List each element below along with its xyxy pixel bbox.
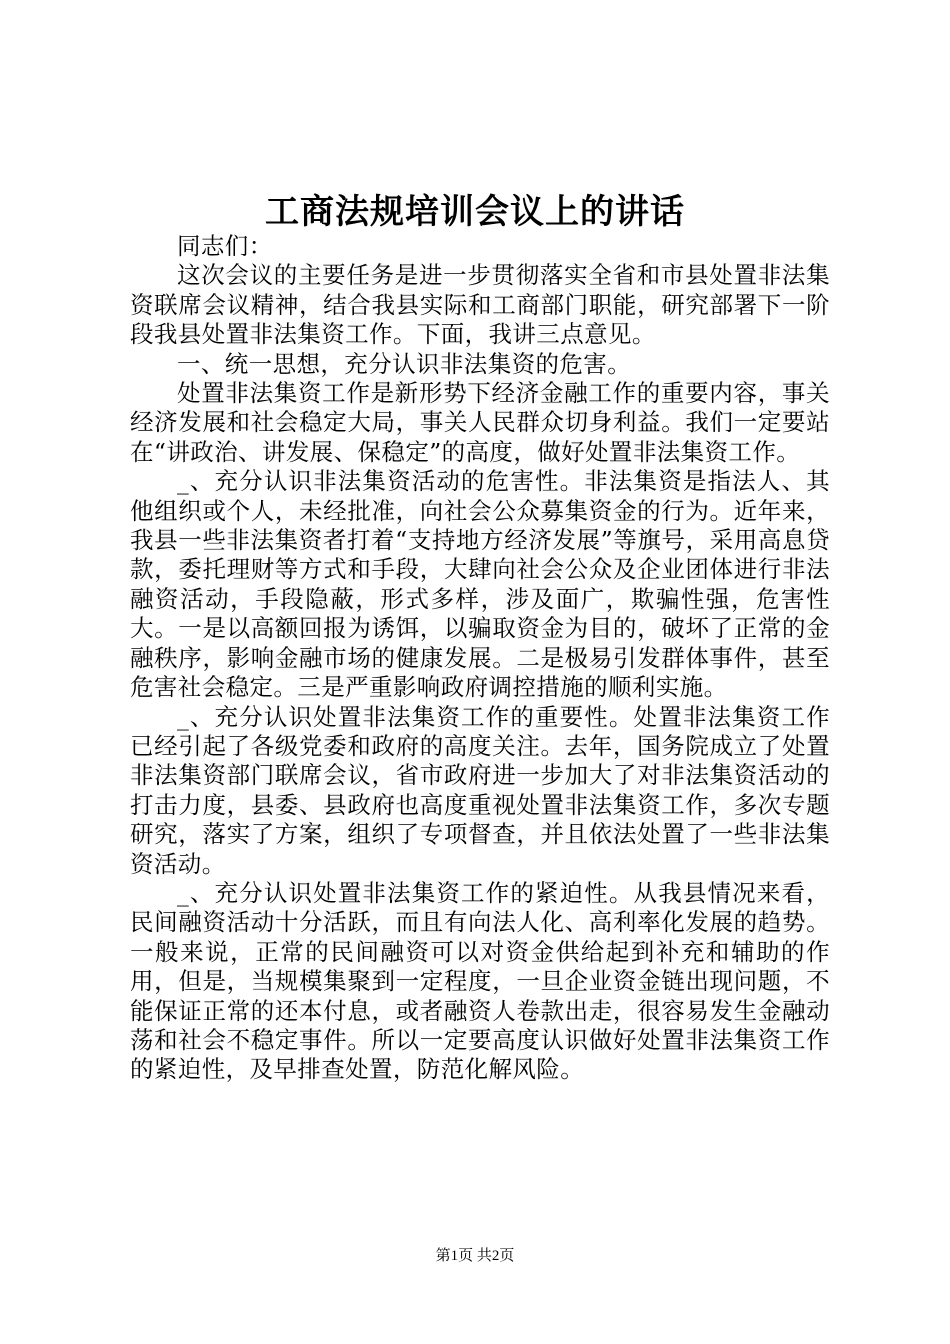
paragraph: 这次会议的主要任务是进一步贯彻落实全省和市县处置非法集资联席会议精神，结合我县实际和工商部门职能，研究部署下一阶段我县处置非法集资工作。下面，我讲三点意见。 <box>130 261 830 349</box>
document-body <box>130 232 830 1085</box>
salutation: 同志们： <box>177 232 273 260</box>
section-heading: 一、统一思想，充分认识非法集资的危害。 <box>177 349 632 378</box>
paragraph: 处置非法集资工作是新形势下经济金融工作的重要内容，事关经济发展和社会稳定大局，事关人民群众切身利益。我们一定要站在“讲政治、讲发展、保稳定”的高度，做好处置非法集资工作。 <box>130 379 830 466</box>
page-footer: 第1页 共2页 <box>435 1248 515 1264</box>
paragraph: _、充分认识处置非法集资工作的紧迫性。从我县情况来看，民间融资活动十分活跃，而且有向法人化、高利率化发展的趋势。一般来说，正常的民间融资可以对资金供给起到补充和辅助的作用，但是，当规模集聚到一定程度，一旦企业资金链出现问题，不能保证正常的还本付息，或者融资人卷款出走，很容易发生金融动荡和社会不稳定事件。所以一定要高度认识做好处置非法集资工作的紧迫性，及早排查处置，防范化解风险。 <box>130 878 830 1084</box>
paragraph: _、充分认识处置非法集资工作的重要性。处置非法集资工作已经引起了各级党委和政府的高度关注。去年，国务院成立了处置非法集资部门联席会议，省市政府进一步加大了对非法集资活动的打击力度，县委、县政府也高度重视处置非法集资工作，多次专题研究，落实了方案，组织了专项督查，并且依法处置了一些非法集资活动。 <box>130 702 830 878</box>
document-title: 工商法规培训会议上的讲话 <box>265 192 685 232</box>
paragraph: _、充分认识非法集资活动的危害性。非法集资是指法人、其他组织或个人，未经批准，向社会公众募集资金的行为。近年来，我县一些非法集资者打着“支持地方经济发展”等旗号，采用高息贷款，委托理财等方式和手段，大肆向社会公众及企业团体进行非法融资活动，手段隐蔽，形式多样，涉及面广，欺骗性强，危害性大。一是以高额回报为诱饵，以骗取资金为目的，破坏了正常的金融秩序，影响金融市场的健康发展。二是极易引发群体事件，甚至危害社会稳定。三是严重影响政府调控措施的顺利实施。 <box>130 467 830 702</box>
